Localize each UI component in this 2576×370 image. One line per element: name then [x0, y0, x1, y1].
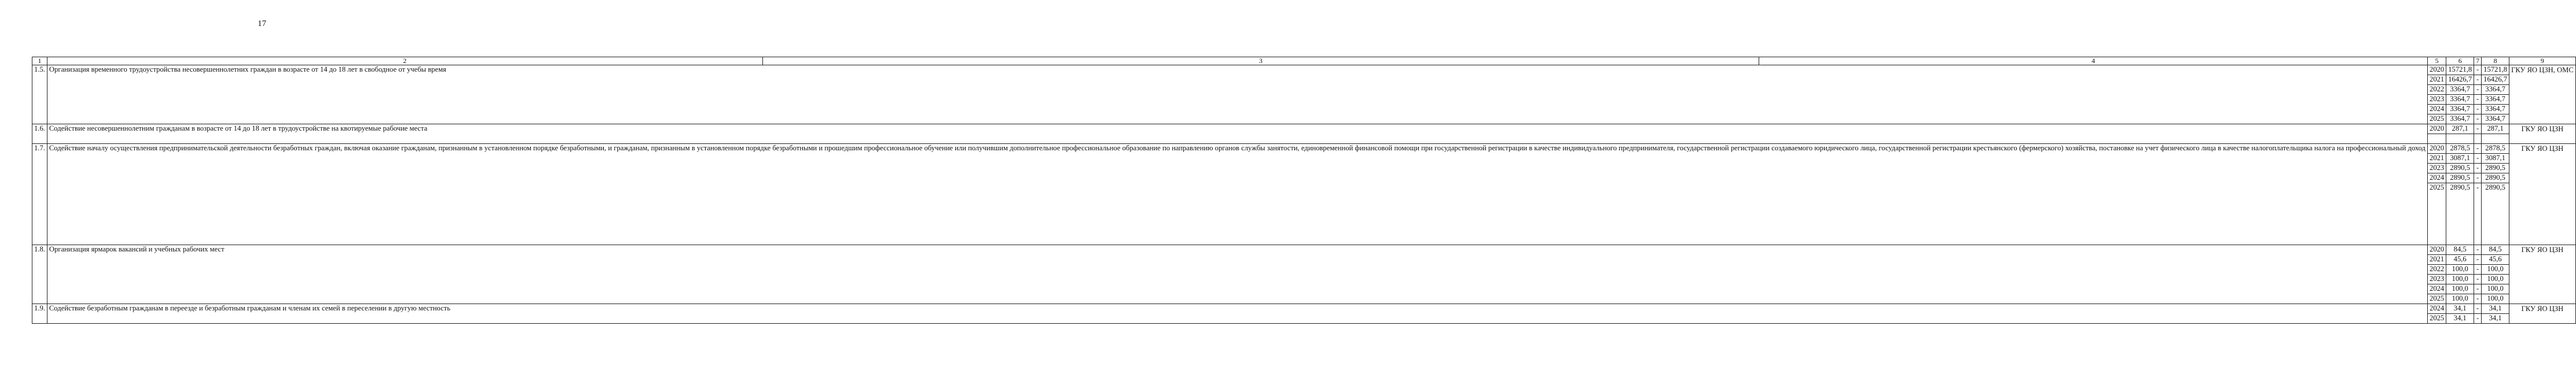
regional-cell: 2878,5: [2482, 144, 2509, 154]
regional-cell: 16426,7: [2482, 75, 2509, 85]
table-body: [32, 57, 2576, 324]
regional-cell: 45,6: [2482, 255, 2509, 265]
total-cell: 3364,7: [2446, 114, 2474, 124]
column-header: 8: [2482, 57, 2509, 65]
column-header: 9: [2509, 57, 2576, 65]
federal-cell: -: [2474, 85, 2482, 95]
item-description: Содействие несовершеннолетним гражданам в возрасте от 14 до 18 лет в трудоустройстве на квотируемые рабочие места: [47, 124, 2427, 144]
federal-cell: -: [2474, 114, 2482, 124]
item-number: 1.7.: [32, 144, 47, 245]
regional-cell: 2890,5: [2482, 183, 2509, 245]
federal-cell: -: [2474, 245, 2482, 255]
federal-cell: -: [2474, 294, 2482, 304]
table-row: [32, 245, 2576, 255]
regional-cell: 2890,5: [2482, 173, 2509, 183]
federal-cell: -: [2474, 183, 2482, 245]
item-description: Содействие безработным гражданам в переезде и безработным гражданам и членам их семей в переселении в другую местность: [47, 304, 2427, 324]
empty-cell: [2428, 134, 2446, 144]
regional-cell: 3087,1: [2482, 154, 2509, 164]
table-row: [32, 304, 2576, 314]
federal-cell: -: [2474, 105, 2482, 114]
item-description: Содействие началу осуществления предпринимательской деятельности безработных граждан, включая оказание гражданам, признанным в установленном порядке безработными, и гражданам, признанным в установленном порядке безработными и прошедшим профессиональное обучение или получившим дополнительное профессиональное образование по направлению органов службы занятости, единовременной финансовой помощи при государственной регистрации в качестве индивидуального предпринимателя, государственной регистрации создаваемого юридического лица, государственной регистрации крестьянского (фермерского) хозяйства, постановке на учет физического лица в качестве налогоплательщика налога на профессиональный доход: [47, 144, 2427, 245]
executor-cell: ГКУ ЯО ЦЗН: [2509, 245, 2576, 304]
regional-cell: 3364,7: [2482, 95, 2509, 105]
total-cell: 100,0: [2446, 284, 2474, 294]
year-cell: 2020: [2428, 245, 2446, 255]
federal-cell: -: [2474, 275, 2482, 284]
column-header: 7: [2474, 57, 2482, 65]
regional-cell: 3364,7: [2482, 105, 2509, 114]
column-header: 5: [2428, 57, 2446, 65]
item-number: 1.6.: [32, 124, 47, 144]
year-cell: 2024: [2428, 284, 2446, 294]
year-cell: 2025: [2428, 314, 2446, 324]
total-cell: 2890,5: [2446, 173, 2474, 183]
federal-cell: -: [2474, 164, 2482, 173]
column-header: 3: [762, 57, 1759, 65]
federal-cell: -: [2474, 124, 2482, 134]
page-number: 17: [258, 19, 266, 28]
regional-cell: 3364,7: [2482, 85, 2509, 95]
federal-cell: -: [2474, 75, 2482, 85]
total-cell: 84,5: [2446, 245, 2474, 255]
column-header: 1: [32, 57, 47, 65]
total-cell: 45,6: [2446, 255, 2474, 265]
federal-cell: -: [2474, 154, 2482, 164]
federal-cell: -: [2474, 304, 2482, 314]
column-header: 6: [2446, 57, 2474, 65]
total-cell: 100,0: [2446, 275, 2474, 284]
executor-cell: ГКУ ЯО ЦЗН: [2509, 144, 2576, 245]
federal-cell: -: [2474, 173, 2482, 183]
total-cell: 3364,7: [2446, 95, 2474, 105]
total-cell: 16426,7: [2446, 75, 2474, 85]
year-cell: 2024: [2428, 304, 2446, 314]
year-cell: 2025: [2428, 183, 2446, 245]
year-cell: 2023: [2428, 164, 2446, 173]
item-number: 1.9.: [32, 304, 47, 324]
federal-cell: -: [2474, 255, 2482, 265]
regional-cell: 3364,7: [2482, 114, 2509, 124]
year-cell: 2021: [2428, 154, 2446, 164]
program-table: [32, 57, 2576, 324]
regional-cell: 34,1: [2482, 314, 2509, 324]
total-cell: 34,1: [2446, 304, 2474, 314]
executor-cell: ГКУ ЯО ЦЗН, ОМС: [2509, 65, 2576, 124]
total-cell: 2890,5: [2446, 183, 2474, 245]
total-cell: 3364,7: [2446, 105, 2474, 114]
column-header: 4: [1759, 57, 2428, 65]
total-cell: 3087,1: [2446, 154, 2474, 164]
year-cell: 2020: [2428, 144, 2446, 154]
total-cell: 15721,8: [2446, 65, 2474, 75]
header-row: [32, 57, 2576, 65]
column-header: 2: [47, 57, 762, 65]
regional-cell: 15721,8: [2482, 65, 2509, 75]
federal-cell: -: [2474, 95, 2482, 105]
total-cell: 34,1: [2446, 314, 2474, 324]
item-number: 1.8.: [32, 245, 47, 304]
table-row: [32, 144, 2576, 154]
year-cell: 2022: [2428, 85, 2446, 95]
table-row: [32, 124, 2576, 134]
regional-cell: 100,0: [2482, 284, 2509, 294]
regional-cell: 100,0: [2482, 265, 2509, 275]
year-cell: 2022: [2428, 265, 2446, 275]
item-description: Организация временного трудоустройства несовершеннолетних граждан в возрасте от 14 до 18 лет в свободное от учебы время: [47, 65, 2427, 124]
year-cell: 2021: [2428, 75, 2446, 85]
empty-cell: [2446, 134, 2474, 144]
total-cell: 100,0: [2446, 294, 2474, 304]
item-number: 1.5.: [32, 65, 47, 124]
total-cell: 287,1: [2446, 124, 2474, 134]
federal-cell: -: [2474, 314, 2482, 324]
federal-cell: -: [2474, 144, 2482, 154]
year-cell: 2024: [2428, 173, 2446, 183]
year-cell: 2023: [2428, 95, 2446, 105]
item-description: Организация ярмарок вакансий и учебных рабочих мест: [47, 245, 2427, 304]
regional-cell: 100,0: [2482, 275, 2509, 284]
year-cell: 2024: [2428, 105, 2446, 114]
year-cell: 2021: [2428, 255, 2446, 265]
regional-cell: 287,1: [2482, 124, 2509, 134]
regional-cell: 2890,5: [2482, 164, 2509, 173]
empty-cell: [2474, 134, 2482, 144]
total-cell: 2890,5: [2446, 164, 2474, 173]
executor-cell: ГКУ ЯО ЦЗН: [2509, 124, 2576, 144]
table-row: [32, 65, 2576, 75]
regional-cell: 84,5: [2482, 245, 2509, 255]
total-cell: 3364,7: [2446, 85, 2474, 95]
federal-cell: -: [2474, 284, 2482, 294]
year-cell: 2025: [2428, 114, 2446, 124]
year-cell: 2025: [2428, 294, 2446, 304]
federal-cell: -: [2474, 265, 2482, 275]
regional-cell: 34,1: [2482, 304, 2509, 314]
total-cell: 100,0: [2446, 265, 2474, 275]
year-cell: 2020: [2428, 124, 2446, 134]
empty-cell: [2482, 134, 2509, 144]
regional-cell: 100,0: [2482, 294, 2509, 304]
year-cell: 2023: [2428, 275, 2446, 284]
year-cell: 2020: [2428, 65, 2446, 75]
federal-cell: -: [2474, 65, 2482, 75]
total-cell: 2878,5: [2446, 144, 2474, 154]
executor-cell: ГКУ ЯО ЦЗН: [2509, 304, 2576, 324]
